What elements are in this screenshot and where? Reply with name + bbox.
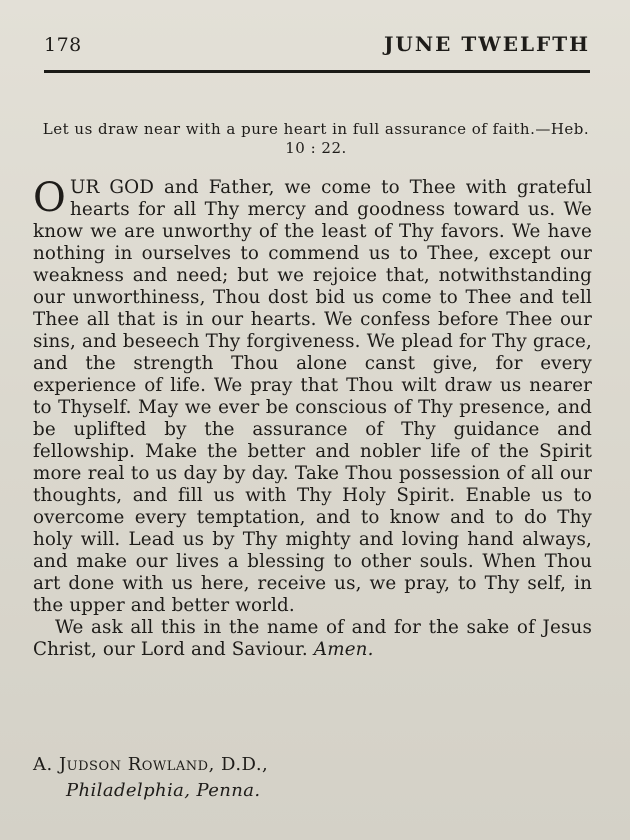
lead-caps: UR GOD (69, 177, 155, 198)
page-number: 178 (44, 34, 82, 56)
page-header (44, 32, 590, 62)
prayer-paragraph-1 (33, 177, 592, 617)
author-place: Philadelphia, Penna. (66, 780, 261, 801)
scripture-epigraph: Let us draw near with a pure heart in full assurance of faith.—Heb. 10 : 22. (42, 120, 590, 157)
author-name: A. Judson Rowland, D.D., (33, 754, 269, 775)
prayer-text (33, 177, 592, 661)
paragraph-1-text: and Father, we come to Thee with grateful hearts for all Thy mercy and goodness toward us. We know we are unworthy of the least of Thy favors. We have nothing in ourselves to commend us to Thee, except our weakness and need; but we rejoice that, notwithstanding our unworthiness, Thou dost bid us come to Thee and tell Thee all that is in our hearts. We confess before Thee our sins, and beseech Thy forgiveness. We plead for Thy grace, and the strength Thou alone canst give, for every experience of life. We pray that Thou wilt draw us nearer to Thyself. May we ever be conscious of Thy presence, and be uplifted by the assurance of Thy guidance and fellowship. Make the better and nobler life of the Spirit more real to us day by day. Take Thou possession of all our thoughts, and fill us with Thy Holy Spirit. Enable us to overcome every temptation, and to know and to do Thy holy will. Lead us by Thy mighty and loving hand always, and make our lives a blessing to other souls. When Thou art done with us here, receive us, we pray, to Thy self, in the upper and better world. (33, 177, 592, 616)
prayer-paragraph-2 (33, 617, 592, 661)
running-title: JUNE TWELFTH (383, 32, 590, 56)
header-rule (44, 70, 590, 73)
paragraph-2-text: We ask all this in the name of and for the sake of Jesus Christ, our Lord and Saviour. (33, 617, 592, 660)
author-signature (33, 752, 268, 804)
drop-cap: O (33, 175, 66, 221)
amen: Amen. (313, 639, 374, 660)
